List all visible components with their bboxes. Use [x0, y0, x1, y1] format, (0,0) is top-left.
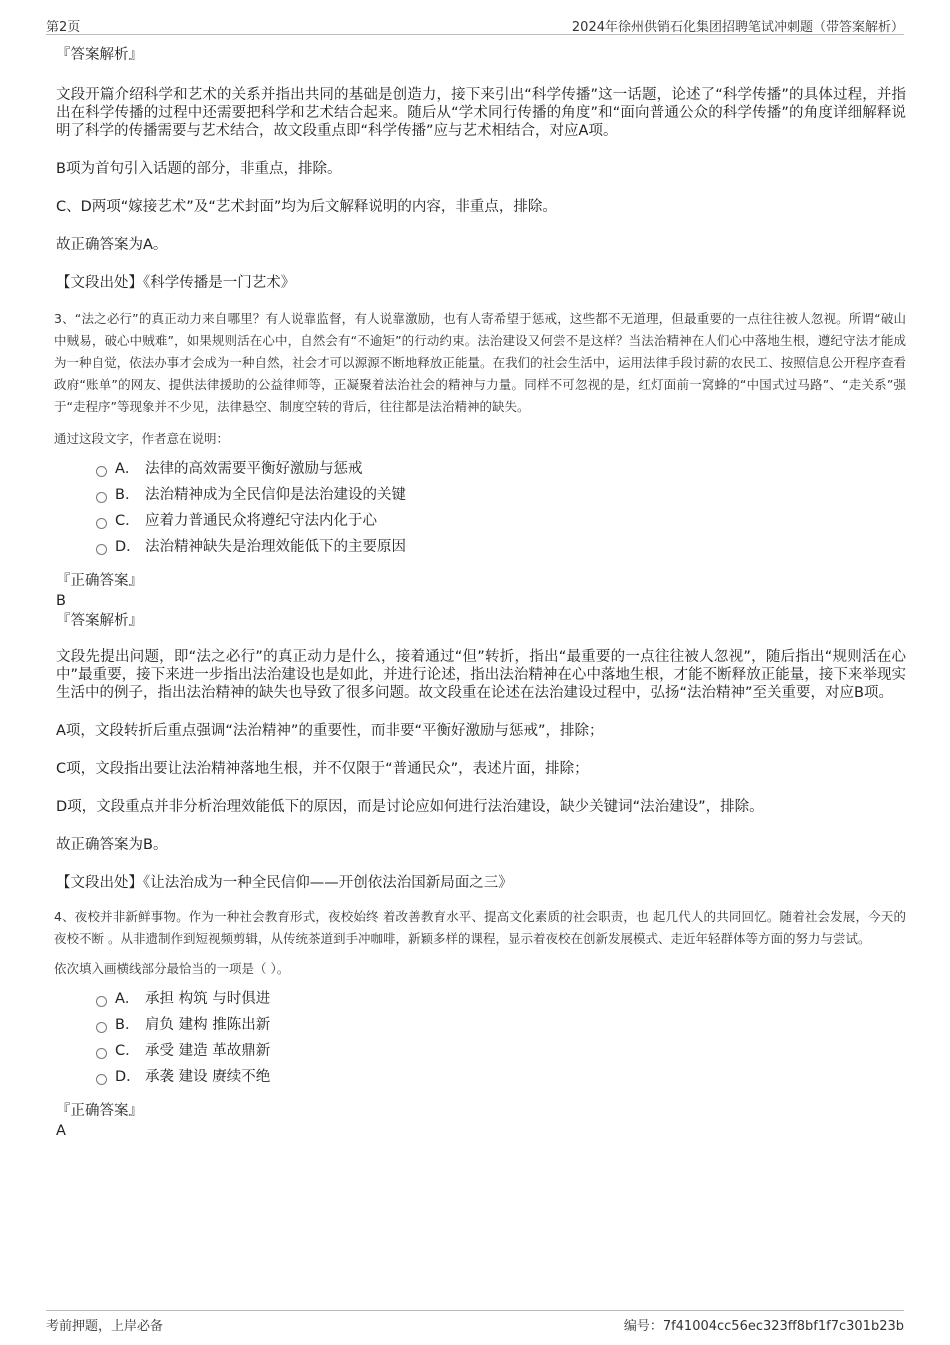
analysis-paragraph: C、D两项“嫁接艺术”及“艺术封面”均为后文解释说明的内容，非重点，排除。 [56, 199, 557, 215]
question-4 [56, 906, 906, 1140]
radio-icon[interactable] [96, 466, 107, 477]
question-prompt: 依次填入画横线部分最恰当的一项是（ ）。 [54, 961, 290, 976]
analysis-paragraph: C项，文段指出要让法治精神落地生根，并不仅限于“普通民众”，表述片面，排除； [56, 761, 589, 777]
option-b[interactable]: B． 肩负 建构 推陈出新 [96, 1016, 906, 1042]
radio-icon[interactable] [96, 1022, 107, 1033]
radio-icon[interactable] [96, 1048, 107, 1059]
analysis-conclusion: 故正确答案为B。 [56, 837, 168, 853]
answer-value: B [56, 593, 66, 609]
footer-slogan: 考前押题，上岸必备 [46, 1319, 164, 1334]
analysis-paragraph: 文段先提出问题，即“法之必行”的真正动力是什么，接着通过“但”转折，指出“最重要的一点往往被人忽视”，随后指出“规则活在心中”最重要，接下来进一步指出法治建设也是如此，并进行论述，指出法治精神在心中落地生根，才能不断释放正能量，接下来举现实生活中的例子，指出法治精神的缺失也导致了很多问题。故文段重在论述在法治建设过程中，弘扬“法治精神”至关重要，对应B项。 [56, 649, 906, 701]
answer-label: 『正确答案』 [56, 1103, 143, 1119]
analysis-label: 『答案解析』 [56, 613, 143, 629]
radio-icon[interactable] [96, 544, 107, 555]
option-d[interactable]: D． 法治精神缺失是治理效能低下的主要原因 [96, 538, 906, 564]
page-content [56, 46, 906, 1142]
analysis-label: 『答案解析』 [56, 47, 143, 63]
option-c[interactable]: C． 承受 建造 革故鼎新 [96, 1042, 906, 1068]
option-a[interactable]: A． 承担 构筑 与时俱进 [96, 990, 906, 1016]
analysis-paragraph: A项，文段转折后重点强调“法治精神”的重要性，而非要“平衡好激励与惩戒”，排除； [56, 723, 604, 739]
question-passage: 3、“法之必行”的真正动力来自哪里？有人说靠监督，有人说靠激励，也有人寄希望于惩戒，这些都不无道理，但最重要的一点往往被人忽视。所谓“破山中贼易，破心中贼难”，如果规则活在心中，自然会有“不逾矩”的行动约束。法治建设又何尝不是这样？当法治精神在人们心中落地生根，遵纪守法才能成为一种自觉，依法办事才会成为一种自然，社会才可以源源不断地释放正能量。在我们的社会生活中，运用法律手段讨薪的农民工、按照信息公开程序查看政府“账单”的网友、提供法律援助的公益律师等，正凝聚着法治社会的精神与力量。同样不可忽视的是，红灯面前一窝蜂的“中国式过马路”、“走关系”强于“走程序”等现象并不少见，法律悬空、制度空转的背后，往往都是法治精神的缺失。 [54, 311, 906, 414]
q2-analysis-block [56, 46, 906, 292]
analysis-paragraph: D项，文段重点并非分析治理效能低下的原因，而是讨论应如何进行法治建设，缺少关键词“法治建设”，排除。 [56, 799, 764, 815]
answer-value: A [56, 1123, 66, 1139]
radio-icon[interactable] [96, 1074, 107, 1085]
radio-icon[interactable] [96, 996, 107, 1007]
option-b[interactable]: B． 法治精神成为全民信仰是法治建设的关键 [96, 486, 906, 512]
question-passage: 4、夜校并非新鲜事物。作为一种社会教育形式，夜校始终 着改善教育水平、提高文化素质的社会职责，也 起几代人的共同回忆。随着社会发展，今天的夜校不断 。从非遗制作到短视频剪辑，从传统茶道到手冲咖啡，新颖多样的课程，显示着夜校在创新发展模式、走近年轻群体等方面的努力与尝试。 [54, 909, 906, 946]
option-d[interactable]: D． 承袭 建设 赓续不绝 [96, 1068, 906, 1094]
document-title: 2024年徐州供销石化集团招聘笔试冲刺题（带答案解析） [571, 20, 904, 35]
option-list [96, 990, 906, 1094]
passage-source: 【文段出处】《让法治成为一种全民信仰——开创依法治国新局面之三》 [56, 875, 513, 891]
option-c[interactable]: C． 应着力普通民众将遵纪守法内化于心 [96, 512, 906, 538]
question-3 [56, 308, 906, 892]
analysis-paragraph: 文段开篇介绍科学和艺术的关系并指出共同的基础是创造力，接下来引出“科学传播”这一话题，论述了“科学传播”的具体过程，并指出在科学传播的过程中还需要把科学和艺术结合起来。随后从“学术同行传播的角度”和“面向普通公众的科学传播”的角度详细解释说明了科学的传播需要与艺术结合，故文段重点即“科学传播”应与艺术相结合，对应A项。 [56, 87, 906, 139]
page-number: 第2页 [46, 20, 81, 35]
page-header [46, 14, 904, 35]
page-footer [46, 1310, 904, 1334]
analysis-conclusion: 故正确答案为A。 [56, 237, 168, 253]
radio-icon[interactable] [96, 518, 107, 529]
document-id: 编号：7f41004cc56ec323ff8bf1f7c301b23b [623, 1319, 904, 1334]
analysis-paragraph: B项为首句引入话题的部分，非重点，排除。 [56, 161, 342, 177]
radio-icon[interactable] [96, 492, 107, 503]
answer-label: 『正确答案』 [56, 573, 143, 589]
option-list [96, 460, 906, 564]
option-a[interactable]: A． 法律的高效需要平衡好激励与惩戒 [96, 460, 906, 486]
question-prompt: 通过这段文字，作者意在说明： [54, 431, 230, 446]
passage-source: 【文段出处】《科学传播是一门艺术》 [56, 275, 296, 291]
